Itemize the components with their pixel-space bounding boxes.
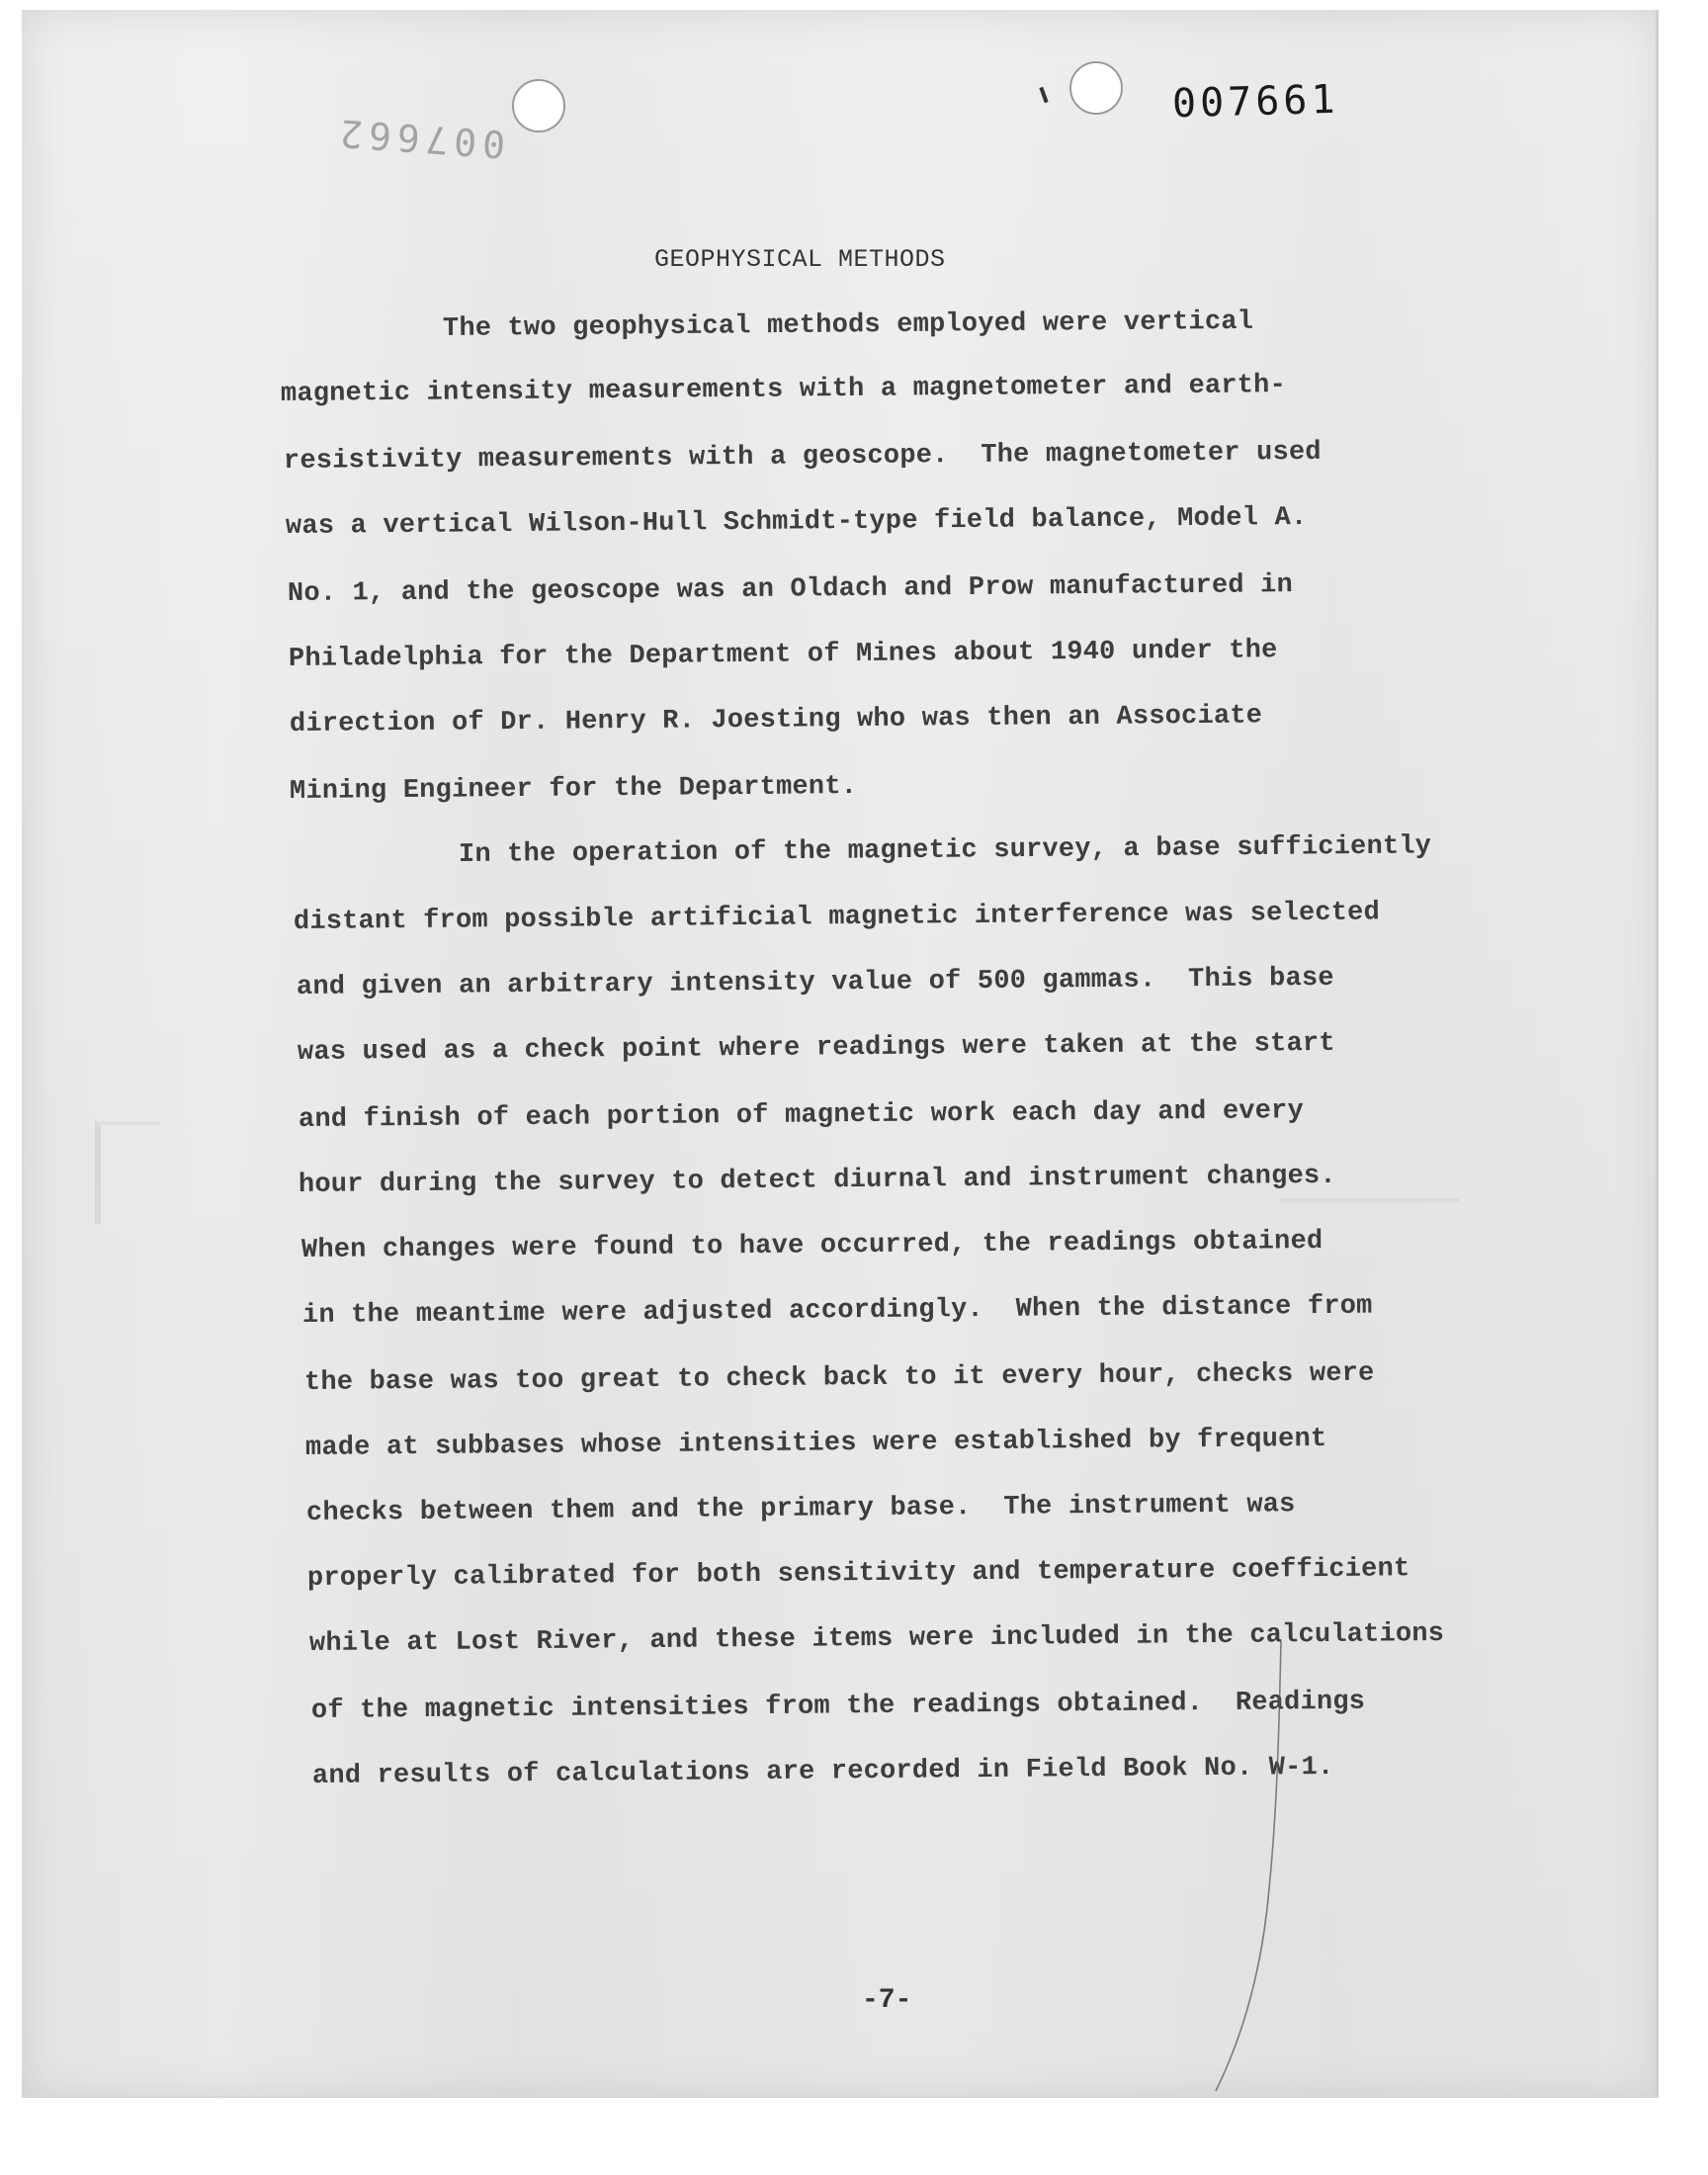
text-line: direction of Dr. Henry R. Joesting who was then an Associate: [289, 701, 1263, 740]
section-heading: GEOPHYSICAL METHODS: [654, 245, 946, 274]
text-line: hour during the survey to detect diurnal and instrument changes.: [298, 1161, 1336, 1200]
text-line: magnetic intensity measurements with a magnetometer and earth-: [280, 371, 1287, 409]
bleed-through-mark: [95, 1121, 160, 1224]
text-line: No. 1, and the geoscope was an Oldach and Prow manufactured in: [287, 570, 1294, 609]
page-number: -7-: [862, 1985, 912, 2016]
text-line: was a vertical Wilson-Hull Schmidt-type field balance, Model A.: [285, 502, 1308, 542]
text-line: When changes were found to have occurred, the readings obtained: [300, 1226, 1324, 1265]
text-line: Mining Engineer for the Department.: [289, 771, 858, 807]
text-line: while at Lost River, and these items were included in the calculations: [308, 1618, 1445, 1659]
text-line: was used as a check point where readings were taken at the start: [297, 1028, 1335, 1068]
text-line: checks between them and the primary base. The instrument was: [305, 1490, 1296, 1528]
text-line: the base was too great to check back to it every hour, checks were: [303, 1358, 1375, 1398]
text-line: made at subbases whose intensities were established by frequent: [304, 1424, 1327, 1463]
document-number: 007661: [1171, 76, 1340, 128]
text-line: and results of calculations are recorded in Field Book No. W-1.: [311, 1752, 1334, 1791]
bleed-through-document-number: 007662: [332, 111, 507, 166]
punch-hole: [512, 79, 565, 132]
text-line: in the meantime were adjusted accordingly. When the distance from: [301, 1291, 1373, 1331]
text-line: Philadelphia for the Department of Mines about 1940 under the: [288, 636, 1278, 674]
text-line: In the operation of the magnetic survey, a base sufficiently: [458, 831, 1432, 870]
text-line: distant from possible artificial magnetic interference was selected: [293, 898, 1381, 937]
text-line: properly calibrated for both sensitivity and temperature coefficient: [306, 1554, 1410, 1594]
text-line: and given an arbitrary intensity value of 500 gammas. This base: [296, 963, 1334, 1002]
text-line: of the magnetic intensities from the readings obtained. Readings: [310, 1687, 1366, 1726]
text-line: and finish of each portion of magnetic work each day and every: [298, 1096, 1305, 1135]
text-line: The two geophysical methods employed were vertical: [442, 306, 1254, 344]
punch-hole: [1069, 61, 1123, 115]
pen-stroke: [1186, 1641, 1384, 2096]
text-line: resistivity measurements with a geoscope. The magnetometer used: [283, 437, 1322, 477]
